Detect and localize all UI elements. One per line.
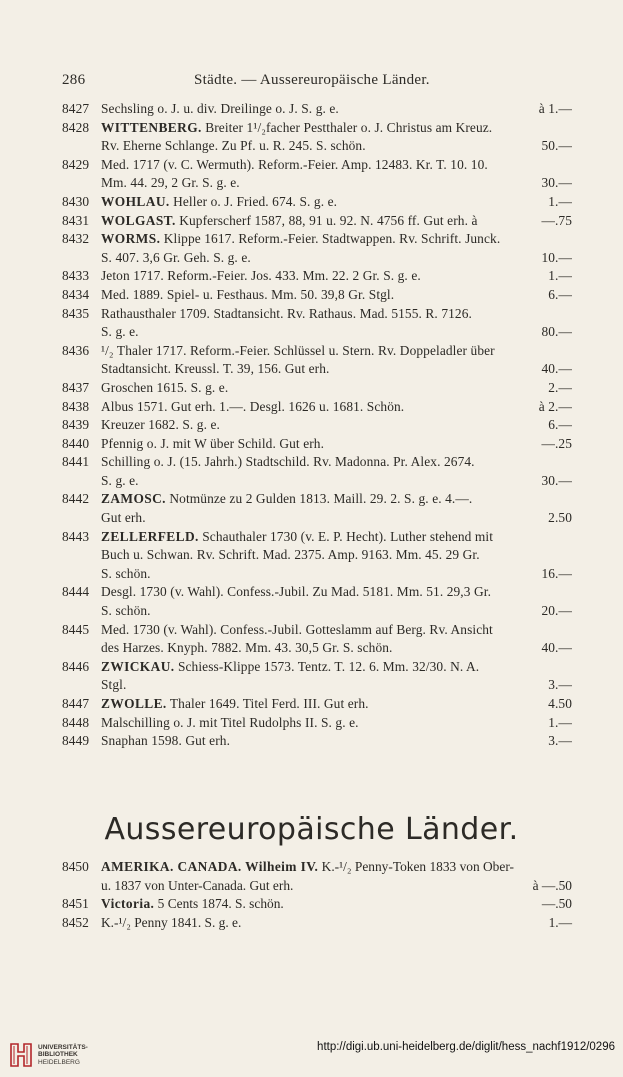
entry-text [101,156,572,175]
place-name: AMERIKA. CANADA. Wilheim IV. [101,859,319,874]
entry-text [101,398,524,417]
entry-line [101,602,572,621]
line-text: K.-¹/₂ Penny 1841. S. g. e. [101,914,242,930]
lot-number: 8427 [62,101,90,116]
lot-number: 8442 [62,491,90,507]
entry-description [101,100,572,119]
entry-description [101,342,572,379]
line-text: Groschen 1615. S. g. e. [101,379,229,395]
library-logo[interactable] [8,1042,88,1068]
library-name [38,1044,88,1067]
catalog-entry [62,695,572,714]
lot-number: 8432 [62,231,90,247]
entry-text [101,472,524,491]
lot-number: 8452 [62,914,89,930]
entry-text [101,286,524,305]
entry-text [101,379,524,398]
place-name: WITTENBERG. [101,119,202,135]
lot-number: 8449 [62,733,90,749]
entry-line [101,174,572,193]
lot-number: 8436 [62,342,90,358]
lot-number: 8441 [62,454,90,470]
entry-line [101,509,572,528]
entry-line [101,249,572,268]
price: 16.— [541,565,572,581]
catalog-entry [62,528,572,584]
line-text: Med. 1717 (v. C. Wermuth). Reform.-Feier. Amp. 12483. Kr. T. 10. 10. [101,156,488,172]
entry-line [101,305,572,324]
entry-list-overseas [62,858,572,932]
price: 3.— [548,677,572,693]
entry-description [101,267,572,286]
catalog-entry [62,453,572,490]
catalog-entry [62,212,572,231]
price: 1.— [548,914,572,930]
entry-description [101,398,572,417]
catalog-entry [62,100,572,119]
lot-number: 8451 [62,896,89,912]
line-text: Rathausthaler 1709. Stadtansicht. Rv. Rathaus. Mad. 5155. R. 7126. [101,305,472,321]
line-text: Malschilling o. J. mit Titel Rudolphs II. S. g. e. [101,714,359,730]
entry-line [101,565,572,584]
entry-text [101,732,524,751]
line-text: des Harzes. Knyph. 7882. Mm. 43. 30,5 Gr. S. schön. [101,640,393,656]
lot-number: 8430 [62,193,90,209]
price: 40.— [541,361,572,377]
price: 20.— [541,603,572,619]
entry-description [101,435,572,454]
entry-description [101,230,572,267]
catalog-entry [62,621,572,658]
entry-description [101,528,572,584]
entry-description [101,379,572,398]
price: 30.— [541,175,572,191]
price: 6.— [548,286,572,302]
entry-description [101,658,572,695]
entry-description [101,714,572,733]
entry-line [101,714,572,733]
entry-description [101,416,572,435]
entry-description [101,621,572,658]
place-name: ZWOLLE. [101,696,167,711]
price: à 2.— [538,398,572,414]
entry-text [101,528,572,547]
lot-number: 8439 [62,417,90,433]
line-text: Heller o. J. Fried. 674. S. g. e. [173,193,338,209]
page-number: 286 [62,72,86,88]
entry-line [101,379,572,398]
entry-text [101,490,572,509]
line-text: Buch u. Schwan. Rv. Schrift. Mad. 2375. Amp. 9163. Mm. 45. 29 Gr. [101,547,480,563]
entry-description [101,156,572,193]
entry-description [101,453,572,490]
catalog-entry [62,435,572,454]
line-text: 5 Cents 1874. S. schön. [157,896,284,912]
entry-text [101,342,572,361]
line-text: Albus 1571. Gut erh. 1.—. Desgl. 1626 u. 1681. Schön. [101,398,405,414]
place-name: ZWICKAU. [101,658,175,674]
section-heading: Aussereuropäische Länder. [104,812,519,847]
entry-line [101,156,572,175]
lot-number: 8444 [62,584,90,600]
entry-line [101,621,572,640]
catalog-entry [62,267,572,286]
catalog-entry [62,914,572,933]
catalog-entry [62,583,572,620]
entry-description [101,695,572,714]
entry-text [101,509,524,528]
line-text: Pfennig o. J. mit W über Schild. Gut erh. [101,435,325,451]
catalog-entry [62,193,572,212]
entry-line [101,877,572,896]
entry-line [101,546,572,565]
catalog-entry [62,286,572,305]
price: 50.— [541,138,572,154]
place-name: Victoria. [101,896,155,912]
entry-line [101,323,572,342]
entry-text [101,119,572,138]
entry-description [101,212,572,231]
entry-line [101,858,572,877]
entry-text [101,895,524,914]
price: 4.50 [548,696,572,711]
entry-line [101,490,572,509]
price: 1.— [548,268,572,284]
lot-number: 8446 [62,658,90,674]
line-text: Snaphan 1598. Gut erh. [101,733,231,749]
catalog-entry [62,119,572,156]
entry-description [101,858,572,895]
place-name: WOLGAST. [101,212,176,228]
place-name: ZAMOSC. [101,491,166,507]
entry-description [101,895,572,914]
line-text: Desgl. 1730 (v. Wahl). Confess.-Jubil. Zu Mad. 5181. Mm. 51. 29,3 Gr. [101,584,492,600]
price: 6.— [548,417,572,433]
entry-line [101,137,572,156]
catalog-entry [62,416,572,435]
lot-number: 8428 [62,119,90,135]
line-text: Sechsling o. J. u. div. Dreilinge o. J. S. g. e. [101,101,339,116]
lot-number: 8429 [62,156,90,172]
library-name-line-3: HEIDELBERG [38,1058,80,1066]
lot-number: 8438 [62,398,90,414]
entry-line [101,732,572,751]
entry-line [101,100,572,119]
price: à 1.— [538,101,572,116]
lot-number: 8447 [62,696,90,711]
place-name: ZELLERFELD. [101,528,199,544]
entry-list [62,100,572,751]
catalog-entry [62,490,572,527]
line-text: ¹/₂ Thaler 1717. Reform.-Feier. Schlüssel u. Stern. Rv. Doppeladler über [101,342,495,358]
lot-number: 8435 [62,305,90,321]
line-text: S. g. e. [101,472,139,488]
entry-text [101,565,524,584]
price: 30.— [541,472,572,488]
entry-line [101,895,572,914]
library-seal-icon [8,1042,34,1068]
entry-text [101,323,524,342]
entry-text [101,212,524,231]
line-text: S. g. e. [101,324,139,340]
entry-line [101,528,572,547]
entry-text [101,858,572,877]
lot-number: 8450 [62,859,89,874]
entry-description [101,119,572,156]
footer [0,1030,623,1077]
line-text: S. schön. [101,565,151,581]
lot-number: 8448 [62,714,90,730]
line-text: Schiess-Klippe 1573. Tentz. T. 12. 6. Mm. 32/30. N. A. [177,658,480,674]
entry-line [101,583,572,602]
price: —.25 [541,435,572,451]
entry-description [101,305,572,342]
catalog-entry [62,379,572,398]
price: 2.— [548,379,572,395]
entry-text [101,137,524,156]
catalog-entry [62,658,572,695]
entry-line [101,193,572,212]
entry-description [101,286,572,305]
line-text: Kupferscherf 1587, 88, 91 u. 92. N. 4756 ff. Gut erh. à [179,212,478,228]
entry-text [101,583,572,602]
entry-line [101,914,572,933]
catalog-entry [62,895,572,914]
catalog-entry [62,342,572,379]
price: 3.— [548,733,572,749]
price: —.75 [541,212,572,228]
entry-line [101,286,572,305]
line-text: S. schön. [101,603,151,619]
entry-text [101,546,572,565]
catalog-entry [62,230,572,267]
line-text: Schilling o. J. (15. Jahrh.) Stadtschild. Rv. Madonna. Pr. Alex. 2674. [101,454,475,470]
entry-text [101,676,524,695]
line-text: Med. 1730 (v. Wahl). Confess.-Jubil. Gotteslamm auf Berg. Rv. Ansicht [101,621,493,637]
entry-line [101,212,572,231]
entry-text [101,230,572,249]
price: 2.50 [548,510,572,526]
line-text: Gut erh. [101,510,146,526]
entry-line [101,416,572,435]
running-title: Städte. — Aussereuropäische Länder. [194,72,430,88]
entry-text [101,249,524,268]
entry-line [101,676,572,695]
entry-line [101,453,572,472]
entry-text [101,621,572,640]
entry-text [101,602,524,621]
lot-number: 8434 [62,286,90,302]
place-name: WORMS. [101,231,161,247]
line-text: Med. 1889. Spiel- u. Festhaus. Mm. 50. 39,8 Gr. Stgl. [101,286,395,302]
price: 1.— [548,714,572,730]
entry-line [101,267,572,286]
line-text: Klippe 1617. Reform.-Feier. Stadtwappen. Rv. Schrift. Junck. [163,231,501,247]
catalog-entry [62,732,572,751]
entry-line [101,695,572,714]
entry-text [101,658,572,677]
entry-text [101,416,524,435]
entry-line [101,639,572,658]
line-text: Jeton 1717. Reform.-Feier. Jos. 433. Mm. 22. 2 Gr. S. g. e. [101,268,421,284]
entry-text [101,877,524,896]
entry-line [101,360,572,379]
line-text: u. 1837 von Unter-Canada. Gut erh. [101,877,294,893]
entry-text [101,435,524,454]
lot-number: 8431 [62,212,90,228]
entry-line [101,398,572,417]
entry-line [101,230,572,249]
line-text: Kreuzer 1682. S. g. e. [101,417,220,433]
entry-line [101,435,572,454]
entry-text [101,453,572,472]
price: 80.— [541,324,572,340]
entry-text [101,267,524,286]
place-name: WOHLAU. [101,193,170,209]
line-text: Stadtansicht. Kreussl. T. 39, 156. Gut erh. [101,361,330,377]
entry-description [101,193,572,212]
line-text: Thaler 1649. Titel Ferd. III. Gut erh. [169,696,369,711]
entry-description [101,914,572,933]
lot-number: 8437 [62,379,90,395]
price: 1.— [548,193,572,209]
price: —.50 [541,896,572,912]
entry-text [101,193,524,212]
price: 10.— [541,249,572,265]
price: 40.— [541,640,572,656]
entry-description [101,583,572,620]
lot-number: 8433 [62,268,90,284]
source-url[interactable]: http://digi.ub.uni-heidelberg.de/diglit/hess_nachf1912/0296 [317,1041,615,1053]
entry-text [101,305,572,324]
entry-text [101,695,524,714]
entry-line [101,472,572,491]
line-text: Mm. 44. 29, 2 Gr. S. g. e. [101,175,240,191]
line-text: Notmünze zu 2 Gulden 1813. Maill. 29. 2. S. g. e. 4.—. [169,491,473,507]
lot-number: 8445 [62,621,90,637]
entry-description [101,490,572,527]
lot-number: 8443 [62,528,90,544]
price: à —.50 [532,877,572,893]
entry-line [101,658,572,677]
catalog-entry [62,714,572,733]
entry-text [101,360,524,379]
lot-number: 8440 [62,435,90,451]
entry-text [101,714,524,733]
entry-description [101,732,572,751]
library-name-line-2: BIBLIOTHEK [38,1051,78,1059]
catalog-entry [62,156,572,193]
entry-text [101,174,524,193]
line-text: Stgl. [101,677,127,693]
entry-text [101,639,524,658]
library-name-line-1: UNIVERSITÄTS- [38,1043,88,1051]
catalog-entry [62,398,572,417]
entry-text [101,100,524,119]
line-text: S. 407. 3,6 Gr. Geh. S. g. e. [101,249,251,265]
catalog-entry [62,305,572,342]
catalog-entry [62,858,572,895]
entry-text [101,914,524,933]
line-text: Breiter 1¹/₂facher Pestthaler o. J. Christus am Kreuz. [205,119,493,135]
line-text: K.-¹/₂ Penny-Token 1833 von Ober- [321,859,514,874]
line-text: Rv. Eherne Schlange. Zu Pf. u. R. 245. S. schön. [101,138,366,154]
entry-line [101,119,572,138]
entry-line [101,342,572,361]
line-text: Schauthaler 1730 (v. E. P. Hecht). Luther stehend mit [202,528,494,544]
